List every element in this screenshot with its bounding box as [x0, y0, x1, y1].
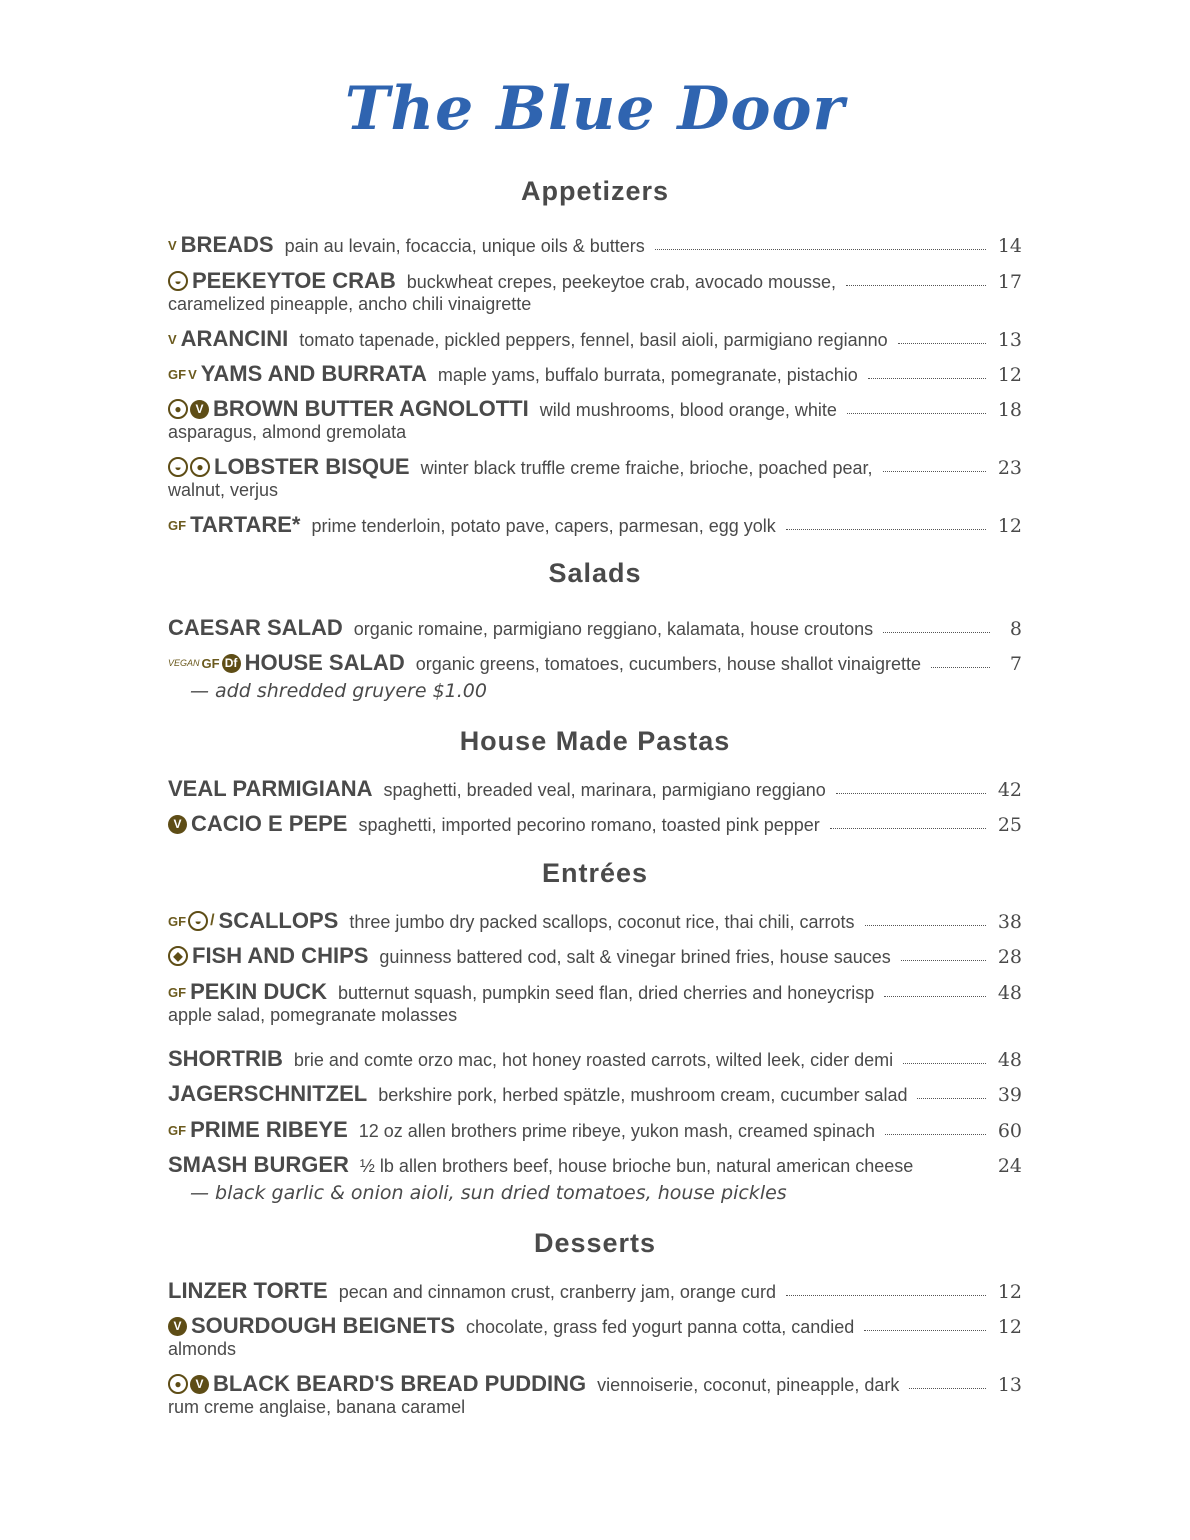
dot-leader	[868, 377, 986, 379]
menu-item-line	[168, 1278, 1022, 1304]
dietary-badges	[168, 911, 215, 931]
menu-item-description: three jumbo dry packed scallops, coconut rice, thai chili, carrots	[349, 912, 855, 932]
menu-item-price: 42	[997, 779, 1022, 801]
dot-leader	[865, 924, 986, 926]
menu-item-name: BROWN BUTTER AGNOLOTTI	[213, 396, 529, 421]
menu-item	[168, 776, 1022, 802]
dietary-badges	[168, 332, 177, 347]
menu-item-note: — black garlic & onion aioli, sun dried tomatoes, house pickles	[190, 1182, 787, 1204]
menu-item-price: 12	[997, 515, 1022, 537]
menu-item-description-continued: asparagus, almond gremolata	[168, 422, 407, 442]
gluten-free-tag: GF	[168, 517, 187, 533]
dietary-badges	[168, 985, 186, 1000]
menu-item-description: buckwheat crepes, peekeytoe crab, avocado mousse,	[406, 272, 836, 292]
dot-leader	[846, 284, 986, 286]
vegetarian-icon: V	[190, 1375, 209, 1394]
dietary-badges	[168, 238, 177, 253]
menu-item-description-continued: caramelized pineapple, ancho chili vinaigrette	[168, 294, 532, 314]
nut-icon: ●	[168, 399, 188, 419]
menu-item-description: maple yams, buffalo burrata, pomegranate, pistachio	[437, 365, 858, 385]
menu-item	[168, 1313, 1022, 1359]
menu-item	[168, 1152, 1022, 1208]
gluten-free-tag: GF	[168, 984, 187, 1000]
dairy-free-tag: Df	[222, 654, 241, 673]
menu-item-line	[168, 326, 1022, 352]
menu-item	[168, 943, 1022, 969]
section-title-desserts: Desserts	[533, 1228, 657, 1258]
menu-item-price: 24	[997, 1155, 1022, 1177]
menu-item-price: 13	[997, 1374, 1022, 1396]
shellfish-icon: ◒	[188, 911, 208, 931]
menu-item-description: tomato tapenade, pickled peppers, fennel, basil aioli, parmigiano regianno	[299, 330, 888, 350]
menu-item-price: 60	[997, 1120, 1022, 1142]
menu-item-description: berkshire pork, herbed spätzle, mushroom cream, cucumber salad	[378, 1085, 908, 1105]
menu-item-price: 14	[997, 235, 1022, 257]
menu-item-name: PRIME RIBEYE	[190, 1117, 348, 1142]
menu-item-line	[168, 908, 1022, 934]
menu-item-description: chocolate, grass fed yogurt panna cotta, candied	[466, 1317, 855, 1337]
vegetarian-tag: V	[168, 237, 177, 253]
menu-item-description: viennoiserie, coconut, pineapple, dark	[597, 1375, 900, 1395]
gluten-free-tag: GF	[168, 913, 187, 929]
menu-item	[168, 811, 1022, 837]
dot-leader	[883, 470, 986, 472]
dot-leader	[786, 528, 986, 530]
menu-item-description: guinness battered cod, salt & vinegar brined fries, house sauces	[379, 947, 891, 967]
menu-item-name: SOURDOUGH BEIGNETS	[191, 1313, 456, 1338]
menu-item	[168, 326, 1022, 352]
vegetarian-icon: V	[168, 815, 187, 834]
menu-item-description: ½ lb allen brothers beef, house brioche bun, natural american cheese	[359, 1156, 914, 1176]
menu-item-line	[168, 361, 1022, 387]
menu-item-line	[168, 396, 1022, 422]
menu-item	[168, 1278, 1022, 1304]
menu-item-line	[168, 776, 1022, 802]
menu-item-line	[168, 943, 1022, 969]
dot-leader	[786, 1294, 986, 1296]
dietary-badges	[168, 654, 241, 673]
menu-item	[168, 1371, 1022, 1417]
menu-item-name: BLACK BEARD'S BREAD PUDDING	[213, 1371, 587, 1396]
menu-item-price: 18	[997, 399, 1022, 421]
dot-leader	[931, 666, 990, 668]
menu-item	[168, 361, 1022, 387]
dot-leader	[885, 1133, 986, 1135]
menu-item-description-continued: apple salad, pomegranate molasses	[168, 1005, 458, 1025]
menu-item	[168, 1117, 1022, 1143]
menu-item-note: — add shredded gruyere $1.00	[190, 680, 487, 702]
menu-item-price: 8	[1009, 618, 1022, 640]
dot-leader	[830, 827, 986, 829]
dot-leader	[903, 1062, 986, 1064]
section-title-pastas: House Made Pastas	[459, 726, 731, 756]
menu-item-description: winter black truffle creme fraiche, brioche, poached pear,	[420, 458, 873, 478]
menu-item-line	[168, 1371, 1022, 1397]
menu-item	[168, 1081, 1022, 1107]
menu-item-name: SCALLOPS	[218, 908, 339, 933]
menu-item-name: PEEKEYTOE CRAB	[192, 268, 396, 293]
menu-item-line	[168, 811, 1022, 837]
dot-leader	[847, 412, 986, 414]
menu-item-description: wild mushrooms, blood orange, white	[539, 400, 837, 420]
nut-icon: ●	[168, 1374, 188, 1394]
dietary-badges	[168, 399, 209, 419]
menu-item-line	[168, 1313, 1022, 1339]
menu-item-description: pain au levain, focaccia, unique oils & butters	[284, 236, 645, 256]
menu-item	[168, 512, 1022, 538]
dot-leader	[836, 792, 986, 794]
nut-icon: ●	[190, 457, 210, 477]
menu-item	[168, 908, 1022, 934]
menu-item-price: 12	[997, 1281, 1022, 1303]
menu-item-line	[168, 268, 1022, 294]
menu-item-name: CACIO E PEPE	[191, 811, 348, 836]
menu-item-description: pecan and cinnamon crust, cranberry jam, orange curd	[338, 1282, 776, 1302]
menu-item-description: butternut squash, pumpkin seed flan, dried cherries and honeycrisp	[337, 983, 875, 1003]
dot-leader	[883, 631, 990, 633]
menu-item-price: 23	[997, 457, 1022, 479]
menu-item-price: 7	[1009, 653, 1022, 675]
menu-item-name: LOBSTER BISQUE	[214, 454, 410, 479]
menu-item-price: 25	[997, 814, 1022, 836]
menu-item-price: 17	[997, 271, 1022, 293]
gluten-free-tag: GF	[168, 366, 187, 382]
menu-item-name: VEAL PARMIGIANA	[168, 776, 373, 801]
menu-item-description: 12 oz allen brothers prime ribeye, yukon mash, creamed spinach	[358, 1121, 876, 1141]
menu-item	[168, 1046, 1022, 1072]
menu-item-description: prime tenderloin, potato pave, capers, parmesan, egg yolk	[311, 516, 776, 536]
menu-item	[168, 232, 1022, 258]
section-title-entrees: Entrées	[541, 858, 649, 888]
dot-leader	[923, 1169, 986, 1170]
shellfish-icon: ◒	[168, 271, 188, 291]
menu-item-line	[168, 1117, 1022, 1143]
dietary-badges	[168, 457, 210, 477]
menu-item-price: 12	[997, 364, 1022, 386]
dot-leader	[884, 995, 986, 997]
restaurant-name: The Blue Door	[344, 74, 846, 144]
menu-item-name: ARANCINI	[180, 326, 289, 351]
chili-icon: /	[210, 912, 215, 929]
gluten-free-tag: GF	[201, 655, 220, 671]
menu-item-description-continued: walnut, verjus	[168, 480, 279, 500]
section-title-salads: Salads	[548, 558, 642, 588]
section-title-appetizers: Appetizers	[520, 176, 670, 206]
menu-item-price: 28	[997, 946, 1022, 968]
fish-icon: ◆	[168, 946, 188, 966]
menu-item-line	[168, 979, 1022, 1005]
menu-item	[168, 396, 1022, 442]
dot-leader	[864, 1329, 986, 1331]
menu-item-name: BREADS	[180, 232, 274, 257]
menu-item-name: HOUSE SALAD	[244, 650, 405, 675]
dietary-badges	[168, 815, 187, 834]
menu-item-name: CAESAR SALAD	[168, 615, 343, 640]
menu-item-line	[168, 650, 1022, 676]
menu-item-description: spaghetti, imported pecorino romano, toasted pink pepper	[358, 815, 820, 835]
menu-item-description: organic greens, tomatoes, cucumbers, house shallot vinaigrette	[415, 654, 921, 674]
dietary-badges	[168, 518, 186, 533]
dietary-badges	[168, 367, 197, 382]
menu-item	[168, 615, 1022, 641]
menu-item-line	[168, 232, 1022, 258]
dietary-badges	[168, 271, 188, 291]
menu-item-name: PEKIN DUCK	[190, 979, 327, 1004]
menu-item-name: SHORTRIB	[168, 1046, 283, 1071]
dietary-badges	[168, 1374, 209, 1394]
vegetarian-icon: V	[190, 400, 209, 419]
dot-leader	[917, 1097, 985, 1099]
menu-item-name: SMASH BURGER	[168, 1152, 349, 1177]
dietary-badges	[168, 1317, 187, 1336]
vegetarian-tag: V	[168, 331, 177, 347]
menu-item-name: JAGERSCHNITZEL	[168, 1081, 368, 1106]
dot-leader	[655, 248, 986, 250]
shellfish-icon: ◒	[168, 457, 188, 477]
vegan-tag: VEGAN	[168, 658, 200, 668]
menu-item-description: organic romaine, parmigiano reggiano, kalamata, house croutons	[353, 619, 874, 639]
menu-item-description: spaghetti, breaded veal, marinara, parmigiano reggiano	[383, 780, 826, 800]
menu-item-price: 39	[997, 1084, 1022, 1106]
menu-item	[168, 650, 1022, 706]
menu-item	[168, 454, 1022, 500]
menu-item-name: LINZER TORTE	[168, 1278, 328, 1303]
menu-item-line	[168, 512, 1022, 538]
vegetarian-icon: V	[168, 1317, 187, 1336]
menu-item-price: 48	[997, 1049, 1022, 1071]
menu-item-price: 12	[997, 1316, 1022, 1338]
vegetarian-tag: V	[188, 366, 197, 382]
menu-item-name: FISH AND CHIPS	[192, 943, 369, 968]
menu-item-price: 48	[997, 982, 1022, 1004]
dietary-badges	[168, 1123, 186, 1138]
dot-leader	[909, 1387, 985, 1389]
menu-item	[168, 979, 1022, 1025]
menu-item-description-continued: almonds	[168, 1339, 237, 1359]
dot-leader	[898, 342, 986, 344]
menu-item-price: 13	[997, 329, 1022, 351]
dot-leader	[901, 959, 986, 961]
menu-item-line	[168, 1046, 1022, 1072]
menu-item-description: brie and comte orzo mac, hot honey roasted carrots, wilted leek, cider demi	[293, 1050, 894, 1070]
menu-item	[168, 268, 1022, 314]
menu-item-name: TARTARE*	[190, 512, 301, 537]
menu-item-line	[168, 1081, 1022, 1107]
menu-item-description-continued: rum creme anglaise, banana caramel	[168, 1397, 466, 1417]
menu-item-line	[168, 615, 1022, 641]
menu-item-name: YAMS AND BURRATA	[200, 361, 427, 386]
dietary-badges	[168, 946, 188, 966]
menu-item-line	[168, 454, 1022, 480]
menu-item-line	[168, 1152, 1022, 1178]
gluten-free-tag: GF	[168, 1122, 187, 1138]
menu-item-price: 38	[997, 911, 1022, 933]
